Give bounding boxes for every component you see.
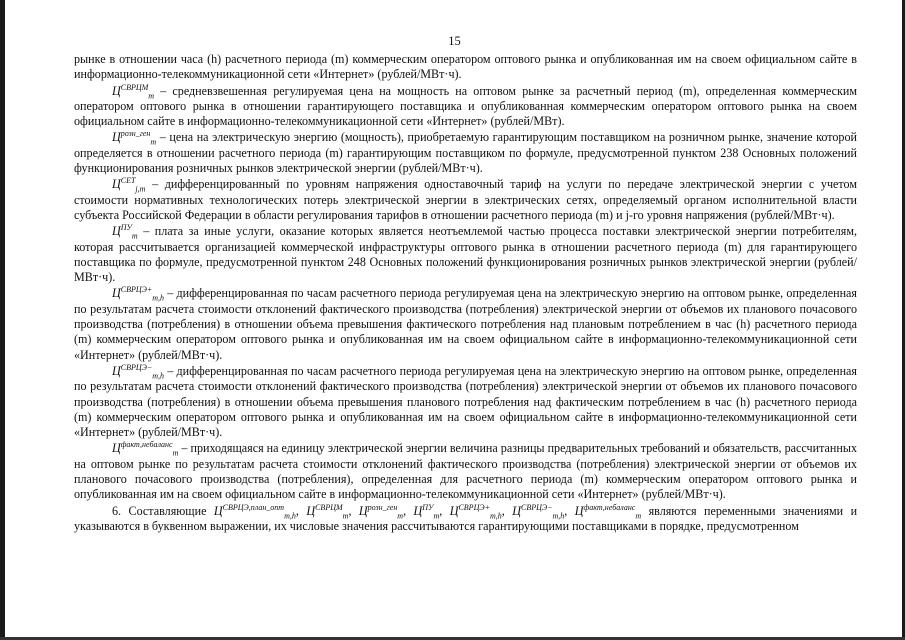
clause-6 bbox=[74, 504, 857, 535]
formula-symbol: $Ц^{СВРЦМ}_m$ bbox=[306, 502, 349, 521]
definition-svrce-minus: $Ц^{СВРЦЭ-}_{m,h}$ – дифференцированная по часам расчетного периода регулируемая цена на электрическую энергию на оптовом рынке, определенная по результатам расчета стоимости отклонений фактического производства (потребления) электрической энергии от объемов их планового почасового производства (потребления) в отношении объема превышения планового потребления над фактическим потреблением в час (h) расчетного периода (m) коммерческим оператором оптового рынка и опубликованная им на своем официальном сайте в информационно-телекоммуникационной сети «Интернет» (рублей/МВт·ч). bbox=[74, 362, 857, 440]
formula-symbol: $Ц^{СВРЦЭ+}_{m,h}$ bbox=[449, 502, 502, 521]
formula-symbol: $Ц^{розн\_ген}_m$ bbox=[112, 129, 157, 147]
formula-symbol: $Ц^{СЕТ}_{j,m}$ bbox=[112, 176, 146, 194]
symbol-list: $Ц^{СВРЦЭ,план\_опт}_{m,h}$, $Ц^{СВРЦМ}_m$, $Ц^{розн\_ген}_m$, $Ц^{ПУ}_m$, $Ц^{СВРЦЭ+}_{m,h}$, $Ц^{СВРЦЭ-}_{m,h}$, $Ц^{факт,небаланс}_m$ bbox=[213, 502, 642, 521]
formula-symbol: $Ц^{СВРЦЭ-}_{m,h}$ bbox=[112, 362, 165, 381]
formula-symbol: $Ц^{СВРЦМ}_m$ bbox=[112, 82, 155, 100]
formula-symbol: $Ц^{факт,небаланс}_m$ bbox=[574, 502, 642, 521]
page-number: 15 bbox=[448, 34, 461, 48]
formula-symbol: $Ц^{факт,небаланс}_m$ bbox=[112, 440, 179, 458]
definition-svrcm: $Ц^{СВРЦМ}_m$ – средневзвешенная регулируемая цена на мощность на оптовом рынке за расчетный период (m), определенная коммерческим оператором оптового рынка в отношении гарантирующего поставщика и опубликованная коммерческим оператором оптового рынка на своем официальном сайте в информационно-телекоммуникационной сети «Интернет» (рублей/МВт). bbox=[74, 82, 857, 129]
formula-symbol: $Ц^{розн\_ген}_m$ bbox=[358, 502, 404, 521]
formula-symbol: $Ц^{СВРЦЭ-}_{m,h}$ bbox=[512, 502, 565, 521]
formula-symbol: $Ц^{СВРЦЭ+}_{m,h}$ bbox=[112, 285, 165, 303]
formula-symbol: $Ц^{ПУ}_m$ bbox=[112, 223, 138, 241]
definition-fakt-nebalans: $Ц^{факт,небаланс}_m$ – приходящаяся на единицу электрической энергии величина разницы предварительных требований и обязательств, рассчитанных на оптовом рынке по результатам расчета стоимости отклонений фактического производства (потребления) электрической энергии от объемов их планового почасового производства (потребления), определенная для расчетного периода (m) коммерческим оператором оптового рынка и опубликованная им на своем официальном сайте в информационно-телекоммуникационной сети «Интернет» (рублей/МВт·ч). bbox=[74, 440, 857, 502]
definition-svrce-plus: $Ц^{СВРЦЭ+}_{m,h}$ – дифференцированная по часам расчетного периода регулируемая цена на электрическую энергию на оптовом рынке, определенная по результатам расчета стоимости отклонений фактического производства (потребления) электрической энергии от объемов их планового почасового производства (потребления) в отношении объема превышения фактического потребления над плановым потреблением в час (h) расчетного периода (m) коммерческим оператором оптового рынка и опубликованная им на своем официальном сайте в информационно-телекоммуникационной сети «Интернет» (рублей/МВт·ч). bbox=[74, 285, 857, 362]
formula-symbol: $Ц^{ПУ}_m$ bbox=[413, 502, 440, 521]
clause-text: являются переменными значениями и указываются в буквенном выражении, их числовые значения рассчитываются гарантирующими поставщиками в порядке, предусмотренном bbox=[74, 503, 858, 533]
definition-pu: $Ц^{ПУ}_m$ – плата за иные услуги, оказание которых является неотъемлемой частью процесса поставки электрической энергии потребителям, которая рассчитывается организацией коммерческой инфраструктуры оптового рынка в отношении расчетного периода (m) для гарантирующего поставщика по формуле, предусмотренной пунктом 248 Основных положений функционирования розничных рынков электрической энергии (рублей/МВт·ч). bbox=[74, 223, 857, 285]
definition-set: $Ц^{СЕТ}_{j,m}$ – дифференцированный по уровням напряжения одноставочный тариф на услуги по передаче электрической энергии с учетом стоимости нормативных технологических потерь электрической энергии в электрических сетях, определяемый органом исполнительной власти субъекта Российской Федерации в области регулирования тарифов в отношении расчетного периода (m) и j-го уровня напряжения (рублей/МВт·ч). bbox=[74, 176, 857, 222]
paragraph-continuation: рынке в отношении часа (h) расчетного периода (m) коммерческим оператором оптового рынка и опубликованная им на своем официальном сайте в информационно-телекоммуникационной сети «Интернет» (рублей/МВт·ч). bbox=[74, 52, 857, 82]
formula-symbol: $Ц^{СВРЦЭ,план\_опт}_{m,h}$ bbox=[213, 502, 296, 521]
clause-lead: 6. Составляющие bbox=[112, 503, 214, 518]
scan-edge-left bbox=[0, 0, 5, 640]
definition-rozn-gen: $Ц^{розн\_ген}_m$ – цена на электрическую энергию (мощность), приобретаемую гарантирующим поставщиком на розничном рынке, значение которой определяется в отношении расчетного периода (m) гарантирующим поставщиком по формуле, предусмотренной пунктом 238 Основных положений функционирования розничных рынков электрической энергии (рублей/МВт·ч). bbox=[74, 129, 857, 176]
